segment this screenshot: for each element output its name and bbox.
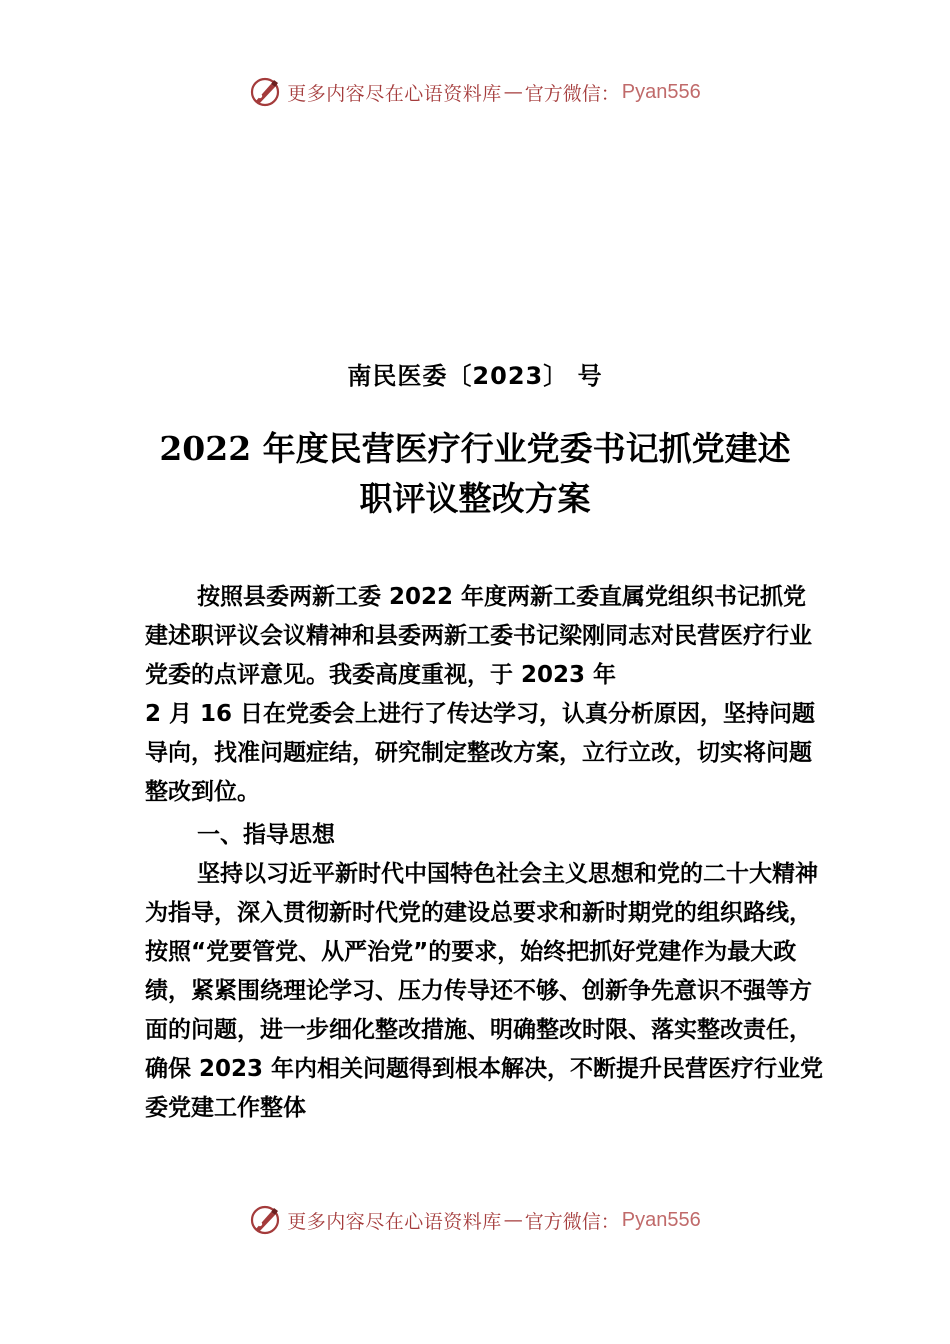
watermark-label: 官方微信：	[524, 82, 620, 105]
pen-logo-icon	[249, 1204, 281, 1236]
header-watermark	[0, 72, 950, 112]
intro-paragraph-1: 按照县委两新工委 2022 年度两新工委直属党组织书记抓党建述职评议会议精神和县委两新工委书记梁刚同志对民营医疗行业党委的点评意见。我委高度重视，于 2023 年	[145, 584, 812, 688]
watermark-text: 更多内容尽在心语资料库	[287, 1210, 502, 1233]
section-1-body: 坚持以习近平新时代中国特色社会主义思想和党的二十大精神为指导，深入贯彻新时代党的建设总要求和新时期党的组织路线，按照“党要管党、从严治党”的要求，始终把抓好党建作为最大政绩，紧紧围绕理论学习、压力传导还不够、创新争先意识不强等方面的问题，进一步细化整改措施、明确整改时限、落实整改责任，确保 2023 年内相关问题得到根本解决，不断提升民营医疗行业党委党建工作整体	[145, 861, 824, 1121]
section-1-heading: 一、指导思想	[197, 822, 335, 848]
title-line-1: 2022 年度民营医疗行业党委书记抓党建述	[159, 429, 791, 468]
watermark-wechat-id: Pyan556	[621, 80, 701, 103]
title-line-2: 职评议整改方案	[359, 479, 591, 518]
watermark-text: 更多内容尽在心语资料库	[287, 82, 502, 105]
document-title	[120, 424, 830, 524]
watermark-separator: —	[503, 1209, 523, 1231]
watermark-separator: —	[503, 81, 523, 103]
intro-paragraph-2: 2 月 16 日在党委会上进行了传达学习，认真分析原因，坚持问题导向，找准问题症结，研究制定整改方案，立行立改，切实将问题整改到位。	[145, 701, 816, 805]
pen-logo-icon	[249, 76, 281, 108]
watermark-wechat-id: Pyan556	[621, 1208, 701, 1231]
document-body	[145, 578, 825, 1128]
watermark-label: 官方微信：	[524, 1210, 620, 1233]
document-number: 南民医委〔2023〕 号	[347, 362, 603, 390]
footer-watermark	[0, 1200, 950, 1240]
